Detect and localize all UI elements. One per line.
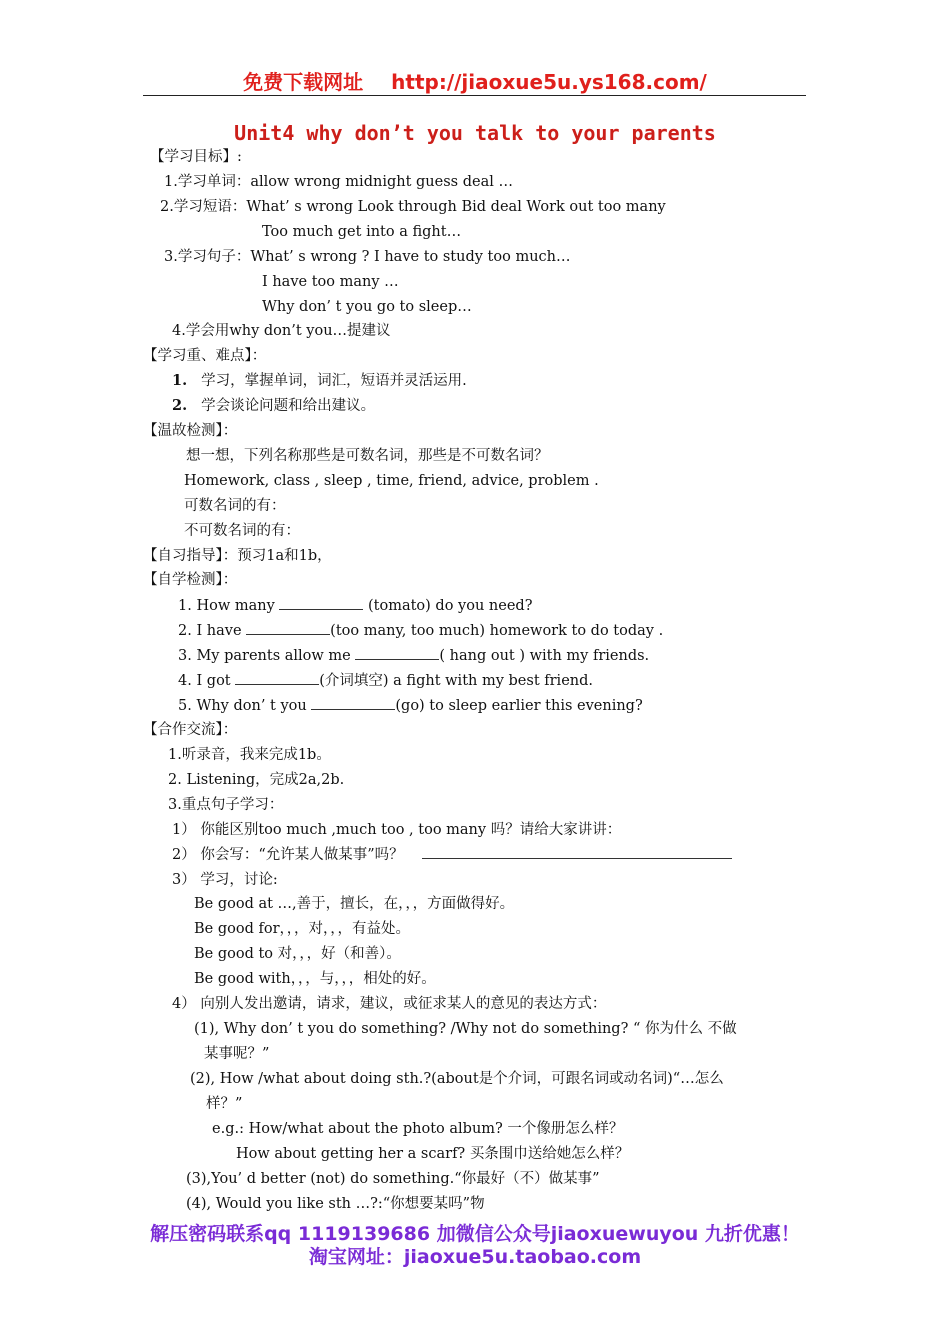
self-test-q3 (178, 646, 649, 666)
expression-1: (1), Why don’ t you do something? /Why not do something? “ 你为什么 不做 (194, 1021, 737, 1037)
coop-sub-1: 1） 你能区别too much ,much too , too many 吗？请给大家讲讲： (172, 822, 622, 838)
self-test-heading: 【自学检测】： (143, 572, 238, 588)
example-2: How about getting her a scarf? 买条围巾送给她怎么样？ (236, 1146, 630, 1162)
coop-sub-2-blank[interactable] (422, 845, 732, 859)
review-prompt: 想一想，下列名称那些是可数名词，那些是不可数名词？ (186, 448, 549, 464)
be-good-at: Be good at …,善于，擅长，在，，，方面做得好。 (194, 896, 515, 912)
q2-before: 2. I have (178, 623, 242, 639)
keypoints-text-1: 学习，掌握单词，词汇，短语并灵活运用. (201, 373, 467, 389)
page-header (0, 66, 950, 95)
q5-before: 5. Why don’ t you (178, 698, 307, 714)
goals-sentences: 3.学习句子：What’ s wrong ? I have to study too much… (164, 249, 571, 265)
self-test-q1 (178, 596, 532, 616)
review-words: Homework, class , sleep , time, friend, advice, problem . (184, 473, 599, 489)
keypoints-text-2: 学会谈论问题和给出建议。 (201, 398, 376, 414)
coop-sub-2-text: 2） 你会写：“允许某人做某事”吗？ (172, 847, 404, 863)
review-countable: 可数名词的有： (184, 498, 286, 514)
q2-after: (too many, too much) homework to do today . (330, 623, 664, 639)
keypoints-heading: 【学习重、难点】： (143, 348, 267, 364)
coop-step-3: 3.重点句子学习： (168, 797, 284, 813)
goals-phrases: 2.学习短语：What’ s wrong Look through Bid deal Work out too many (160, 199, 666, 215)
q4-blank[interactable] (235, 671, 319, 685)
coop-sub-4: 4） 向别人发出邀请，请求，建议，或征求某人的意见的表达方式： (172, 996, 607, 1012)
goals-heading: 【学习目标】: (150, 149, 242, 165)
q5-after: (go) to sleep earlier this evening? (395, 698, 643, 714)
q1-after: (tomato) do you need? (363, 598, 533, 614)
review-heading: 【温故检测】： (143, 423, 238, 439)
header-site-label: 免费下载网址 (243, 70, 364, 94)
keypoints-num-1: 1. (172, 372, 188, 389)
coop-sub-2 (172, 845, 732, 865)
be-good-with: Be good with，，，与，，，相处的好。 (194, 971, 436, 987)
keypoints-item-2 (172, 396, 375, 416)
expression-3: (3),You’ d better (not) do something.“你最好（不）做某事” (186, 1171, 600, 1187)
be-good-for: Be good for，，，对，，，有益处。 (194, 921, 411, 937)
keypoints-num-2: 2. (172, 397, 188, 414)
expression-2-cont: 样？” (206, 1096, 243, 1112)
goals-sentence-3: Why don’ t you go to sleep… (262, 299, 472, 315)
coop-sub-3: 3） 学习，讨论: (172, 872, 278, 888)
header-divider (143, 95, 806, 96)
coop-step-2: 2. Listening，完成2a,2b. (168, 772, 345, 788)
header-site-url[interactable]: http://jiaoxue5u.ys168.com/ (391, 70, 707, 94)
q1-before: 1. How many (178, 598, 275, 614)
q1-blank[interactable] (279, 596, 363, 610)
q2-blank[interactable] (246, 621, 330, 635)
self-study-guide: 【自习指导】：预习1a和1b， (143, 548, 332, 564)
q5-blank[interactable] (311, 696, 395, 710)
self-test-q4 (178, 671, 593, 691)
review-uncountable: 不可数名词的有： (184, 523, 300, 539)
coop-step-1: 1.听录音，我来完成1b。 (168, 747, 331, 763)
page-title: Unit4 why don’t you talk to your parents (234, 121, 716, 145)
self-test-q2 (178, 621, 663, 641)
footer-contact: 解压密码联系qq 1119139686 加微信公众号jiaoxuewuyou 九折优惠！ (150, 1223, 800, 1245)
q3-after: ( hang out ) with my friends. (439, 648, 650, 664)
keypoints-item-1 (172, 371, 467, 391)
expression-2: (2), How /what about doing sth.?(about是个介词，可跟名词或动名词)“…怎么 (190, 1071, 724, 1087)
q4-before: 4. I got (178, 673, 231, 689)
q4-after: (介词填空) a fight with my best friend. (319, 673, 593, 689)
goals-words: 1.学习单词：allow wrong midnight guess deal … (164, 174, 513, 190)
goals-sentence-2: I have too many … (262, 274, 399, 290)
example-1: e.g.: How/what about the photo album? 一个像册怎么样？ (212, 1121, 624, 1137)
expression-4: (4), Would you like sth …?:“你想要某吗”物 (186, 1196, 485, 1212)
goals-usage: 4.学会用why don’t you…提建议 (172, 323, 391, 339)
coop-heading: 【合作交流】： (143, 722, 238, 738)
q3-blank[interactable] (355, 646, 439, 660)
self-test-q5 (178, 696, 643, 716)
q3-before: 3. My parents allow me (178, 648, 351, 664)
goals-phrases-cont: Too much get into a fight… (262, 224, 462, 240)
be-good-to: Be good to 对，，，好（和善）。 (194, 946, 401, 962)
expression-1-cont: 某事呢？” (204, 1046, 270, 1062)
footer-taobao[interactable]: 淘宝网址：jiaoxue5u.taobao.com (308, 1246, 642, 1268)
